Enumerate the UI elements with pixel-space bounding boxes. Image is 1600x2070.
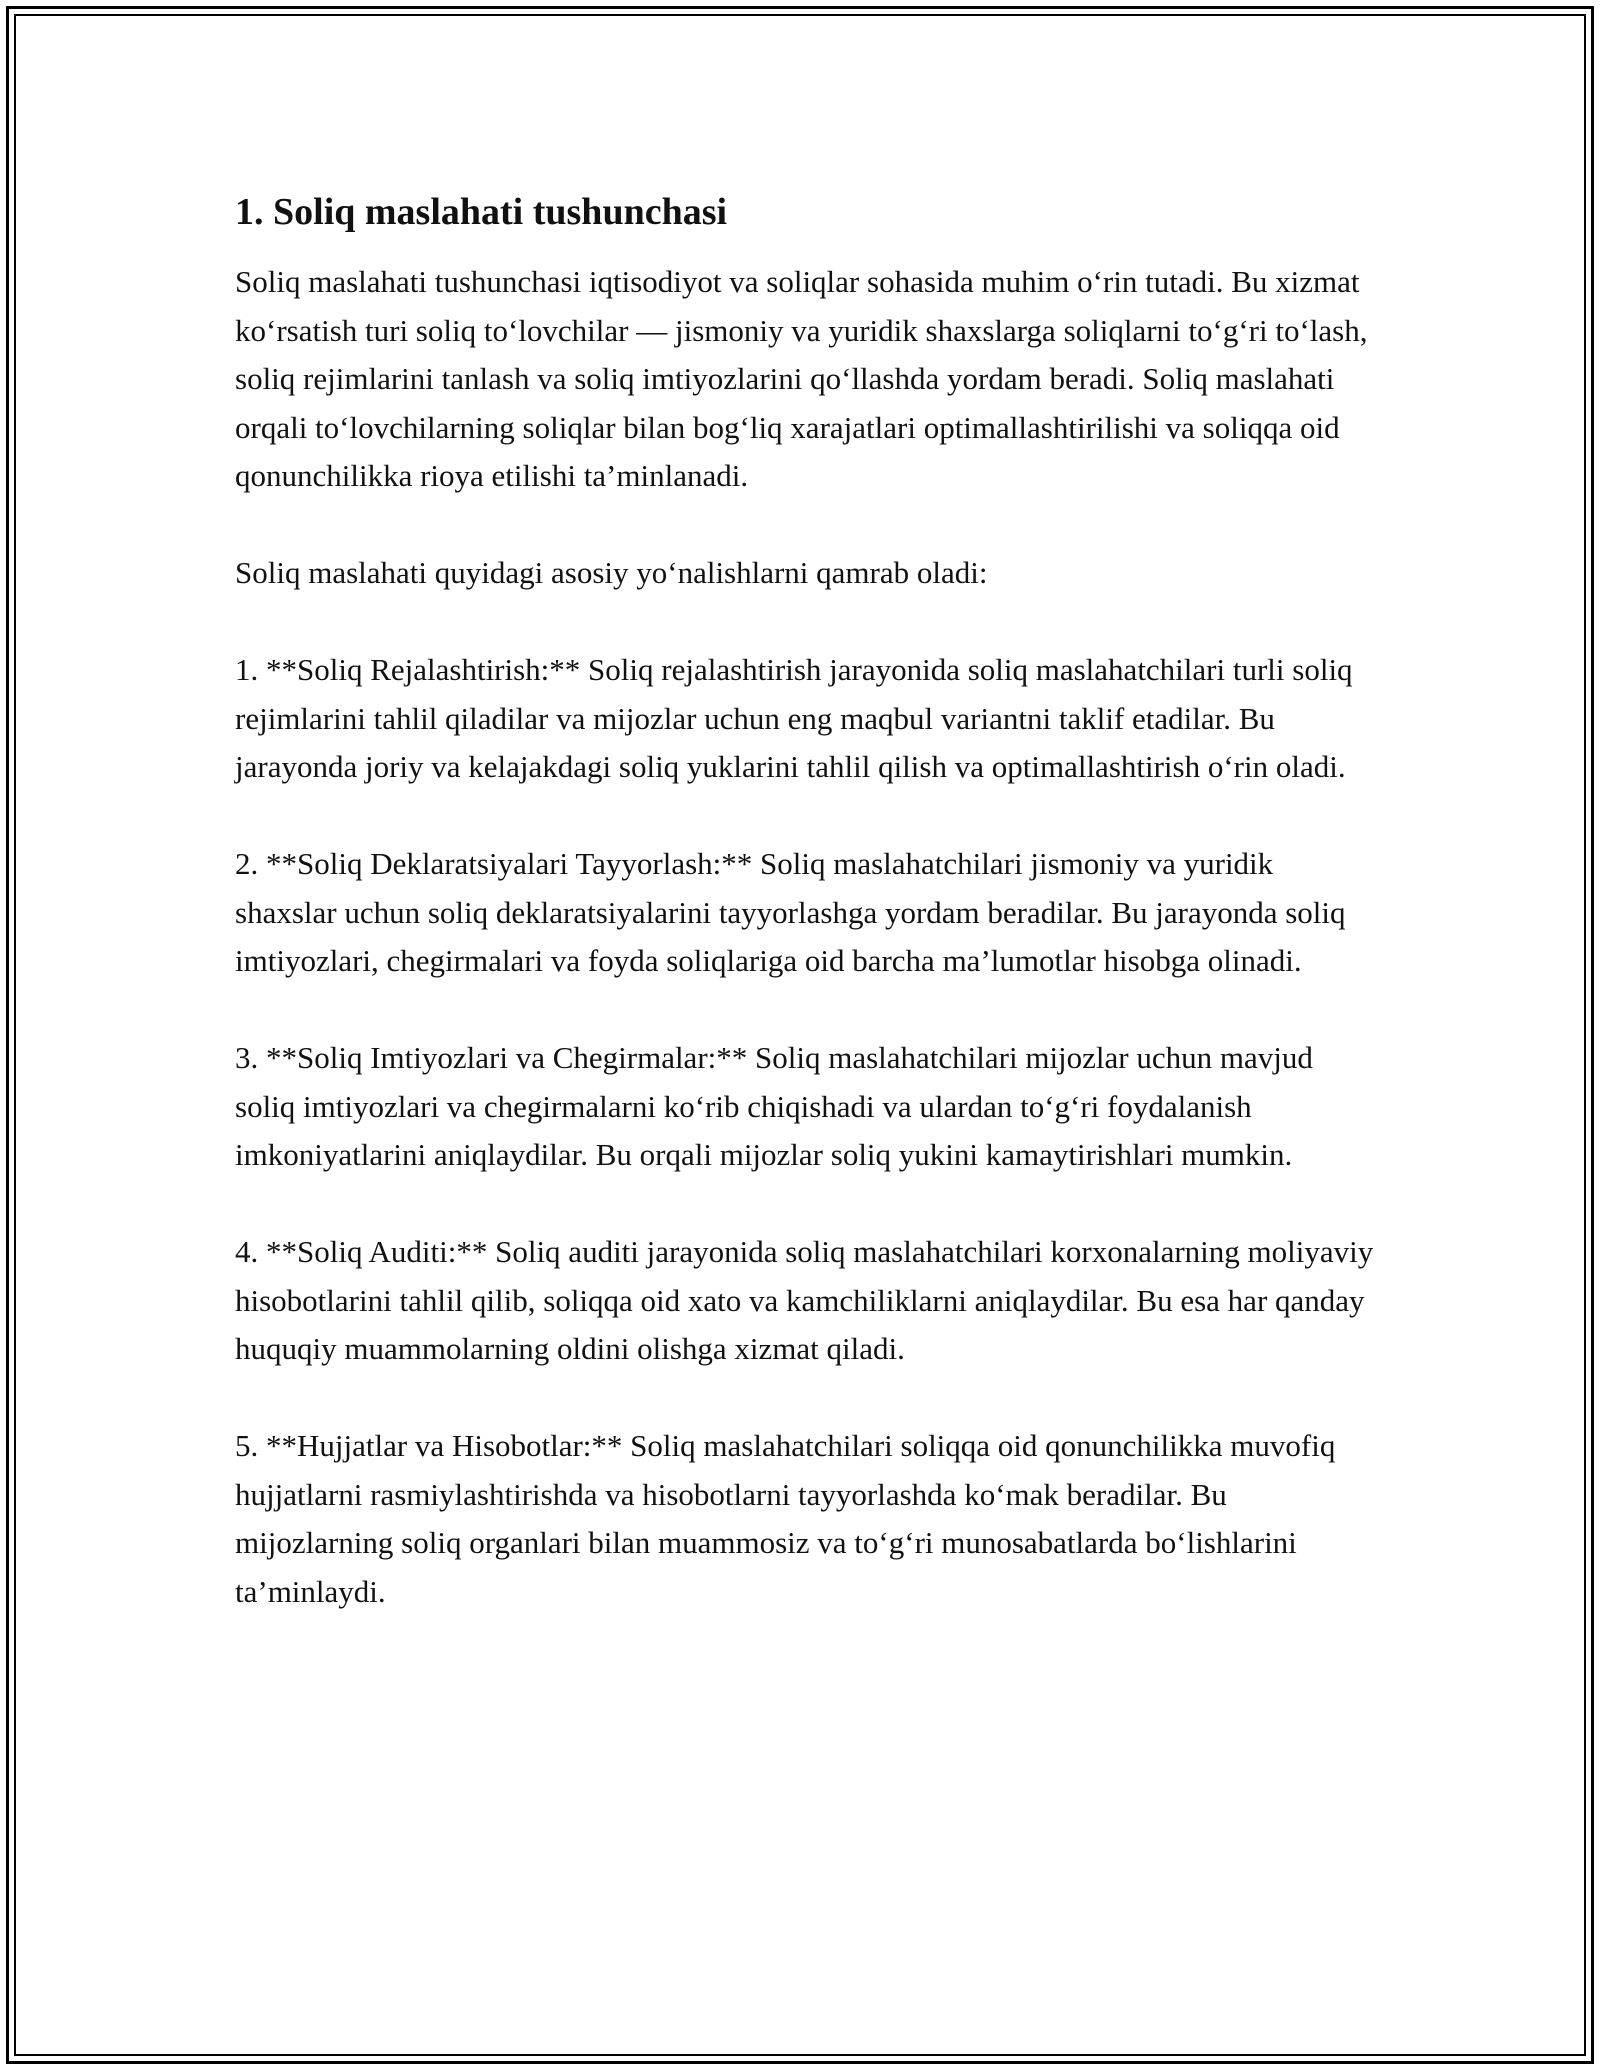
document-page bbox=[235, 188, 1375, 1616]
list-item-tax-declarations: 2. **Soliq Deklaratsiyalari Tayyorlash:** Soliq maslahatchilari jismoniy va yuridik shaxslar uchun soliq deklaratsiyalarini tayyorlashga yordam beradilar. Bu jarayonda soliq imtiyozlari, chegirmalari va foyda soliqlariga oid barcha ma’lumotlar hisobga olinadi. bbox=[235, 846, 1346, 978]
list-item-tax-benefits: 3. **Soliq Imtiyozlari va Chegirmalar:** Soliq maslahatchilari mijozlar uchun mavjud soliq imtiyozlari va chegirmalarni ko‘rib chiqishadi va ulardan to‘g‘ri foydalanish imkoniyatlarini aniqlaydilar. Bu orqali mijozlar soliq yukini kamaytirishlari mumkin. bbox=[235, 1040, 1313, 1172]
list-item-documents-reports: 5. **Hujjatlar va Hisobotlar:** Soliq maslahatchilari soliqqa oid qonunchilikka muvofiq hujjatlarni rasmiylashtirishda va hisobotlarni tayyorlashda ko‘mak beradilar. Bu mijozlarning soliq organlari bilan muammosiz va to‘g‘ri munosabatlarda bo‘lishlarini ta’minlaydi. bbox=[235, 1428, 1336, 1609]
list-item-tax-planning: 1. **Soliq Rejalashtirish:** Soliq rejalashtirish jarayonida soliq maslahatchilari turli soliq rejimlarini tahlil qiladilar va mijozlar uchun eng maqbul variantni taklif etadilar. Bu jarayonda joriy va kelajakdagi soliq yuklarini tahlil qilish va optimallashtirish o‘rin oladi. bbox=[235, 652, 1353, 784]
lead-paragraph: Soliq maslahati quyidagi asosiy yo‘nalishlarni qamrab oladi: bbox=[235, 555, 988, 590]
section-heading: 1. Soliq maslahati tushunchasi bbox=[235, 191, 728, 233]
list-item-tax-audit: 4. **Soliq Auditi:** Soliq auditi jarayonida soliq maslahatchilari korxonalarning moliyaviy hisobotlarini tahlil qilib, soliqqa oid xato va kamchiliklarni aniqlaydilar. Bu esa har qanday huquqiy muammolarning oldini olishga xizmat qiladi. bbox=[235, 1234, 1374, 1366]
intro-paragraph: Soliq maslahati tushunchasi iqtisodiyot va soliqlar sohasida muhim o‘rin tutadi. Bu xizmat ko‘rsatish turi soliq to‘lovchilar — jismoniy va yuridik shaxslarga soliqlarni to‘g‘ri to‘lash, soliq rejimlarini tanlash va soliq imtiyozlarini qo‘llashda yordam beradi. Soliq maslahati orqali to‘lovchilarning soliqlar bilan bog‘liq xarajatlari optimallashtirilishi va soliqqa oid qonunchilikka rioya etilishi ta’minlanadi. bbox=[235, 264, 1368, 493]
